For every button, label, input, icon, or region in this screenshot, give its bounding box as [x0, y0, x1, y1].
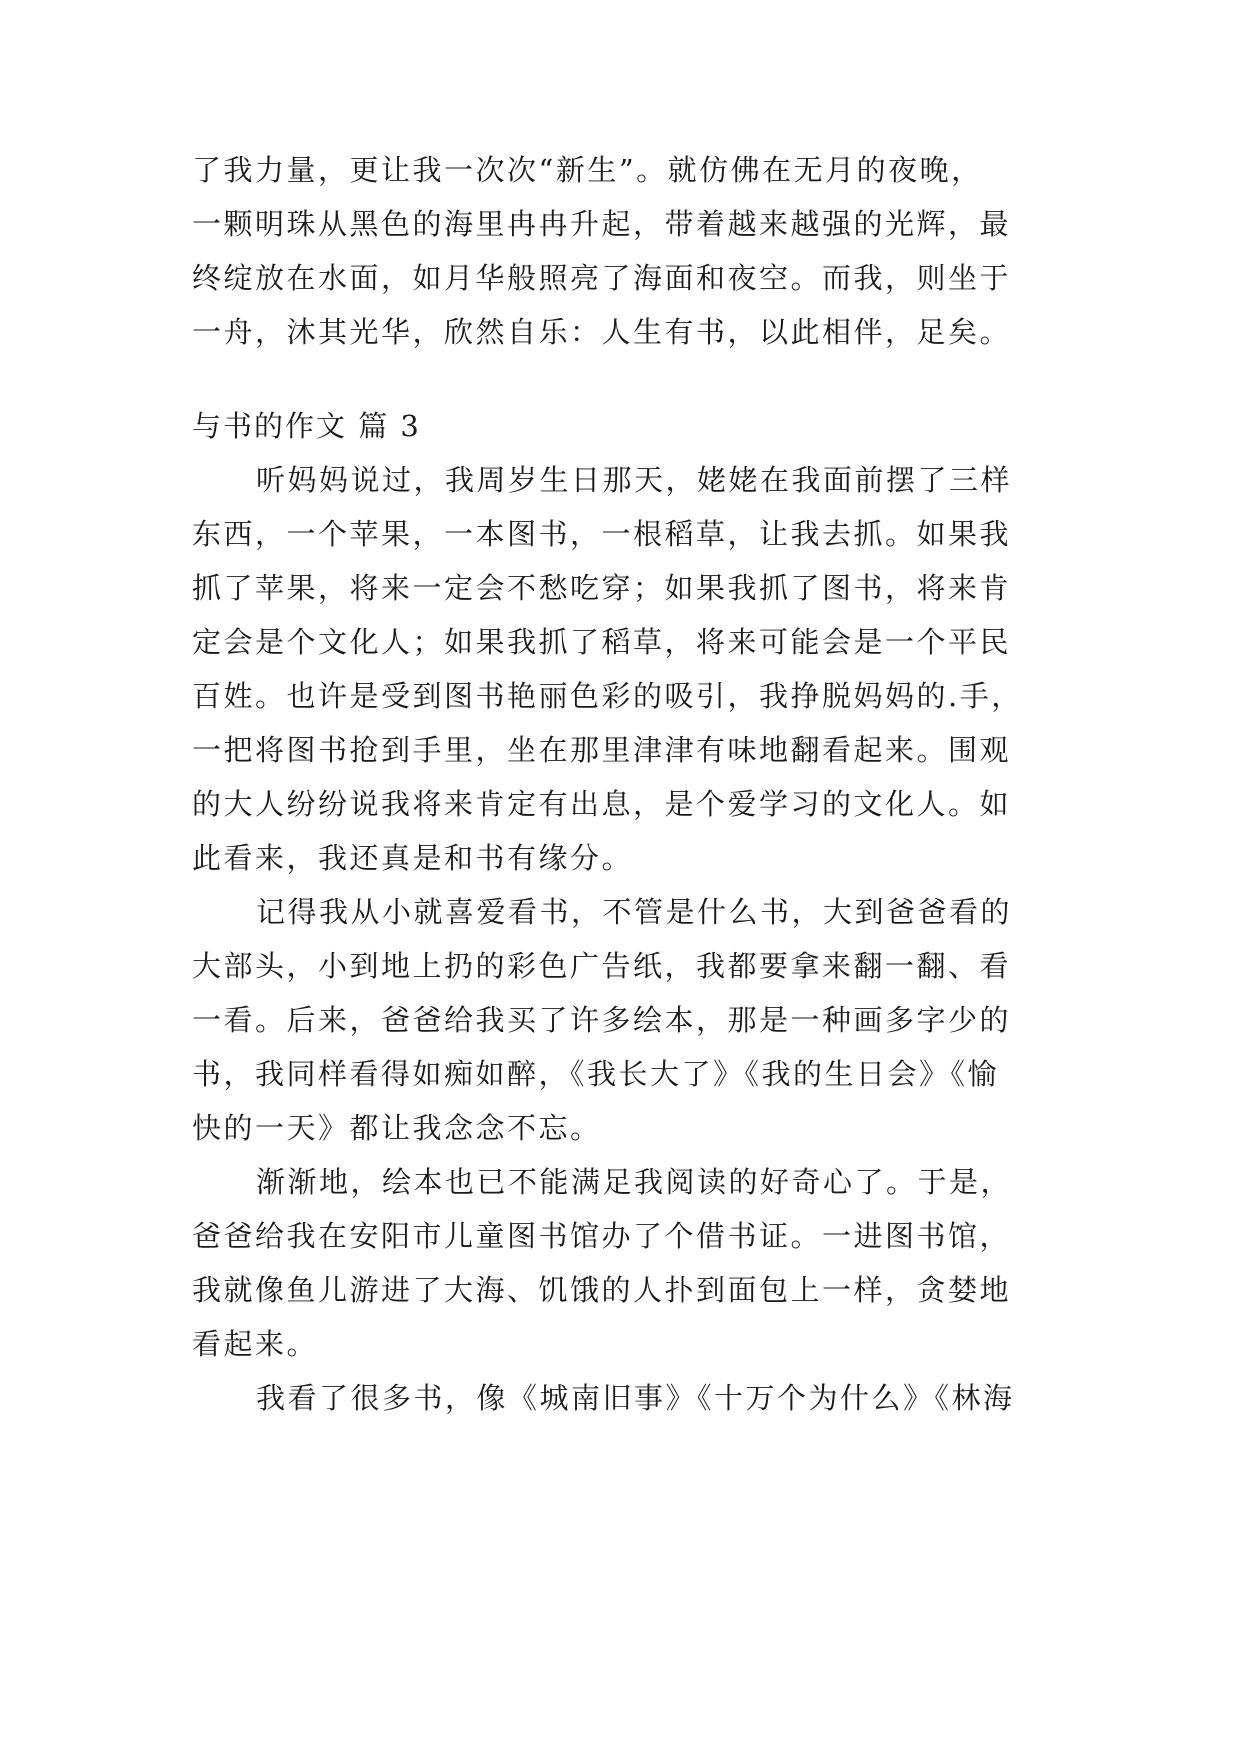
- text-line: 爸爸给我在安阳市儿童图书馆办了个借书证。一进图书馆，: [192, 1219, 1012, 1253]
- text-line: 快的一天》都让我念念不忘。: [192, 1111, 602, 1145]
- text-line: 终绽放在水面，如月华般照亮了海面和夜空。而我，则坐于: [192, 261, 1012, 295]
- text-line: 了我力量，更让我一次次“新生”。就仿佛在无月的夜晚，: [192, 153, 983, 187]
- text-line: 抓了苹果，将来一定会不愁吃穿；如果我抓了图书，将来肯: [192, 571, 1012, 605]
- text-line: 我就像鱼儿游进了大海、饥饿的人扑到面包上一样，贪婪地: [192, 1273, 1012, 1307]
- paragraph-first-line: 听妈妈说过，我周岁生日那天，姥姥在我面前摆了三样: [256, 463, 1013, 497]
- text-line: 百姓。也许是受到图书艳丽色彩的吸引，我挣脱妈妈的.手，: [192, 679, 1023, 713]
- text-line: 的大人纷纷说我将来肯定有出息，是个爱学习的文化人。如: [192, 787, 1012, 821]
- text-line: 看起来。: [192, 1327, 319, 1361]
- section-heading: 与书的作文 篇 3: [192, 409, 421, 443]
- paragraph-first-line: 记得我从小就喜爱看书，不管是什么书，大到爸爸看的: [256, 895, 1013, 929]
- paragraph-first-line: 渐渐地，绘本也已不能满足我阅读的好奇心了。于是，: [256, 1165, 1013, 1199]
- text-line: 定会是个文化人；如果我抓了稻草，将来可能会是一个平民: [192, 625, 1012, 659]
- text-line: 东西，一个苹果，一本图书，一根稻草，让我去抓。如果我: [192, 517, 1012, 551]
- text-line: 一看。后来，爸爸给我买了许多绘本，那是一种画多字少的: [192, 1003, 1012, 1037]
- text-line: 书，我同样看得如痴如醉，《我长大了》《我的生日会》《愉: [192, 1057, 1000, 1091]
- text-line: 一颗明珠从黑色的海里冉冉升起，带着越来越强的光辉，最: [192, 207, 1012, 241]
- text-line: 一舟，沐其光华，欣然自乐：人生有书，以此相伴，足矣。: [192, 315, 1012, 349]
- text-line: 大部头，小到地上扔的彩色广告纸，我都要拿来翻一翻、看: [192, 949, 1012, 983]
- paragraph-first-line: 我看了很多书，像《城南旧事》《十万个为什么》《林海: [256, 1381, 1015, 1415]
- text-line: 此看来，我还真是和书有缘分。: [192, 841, 634, 875]
- text-line: 一把将图书抢到手里，坐在那里津津有味地翻看起来。围观: [192, 733, 1012, 767]
